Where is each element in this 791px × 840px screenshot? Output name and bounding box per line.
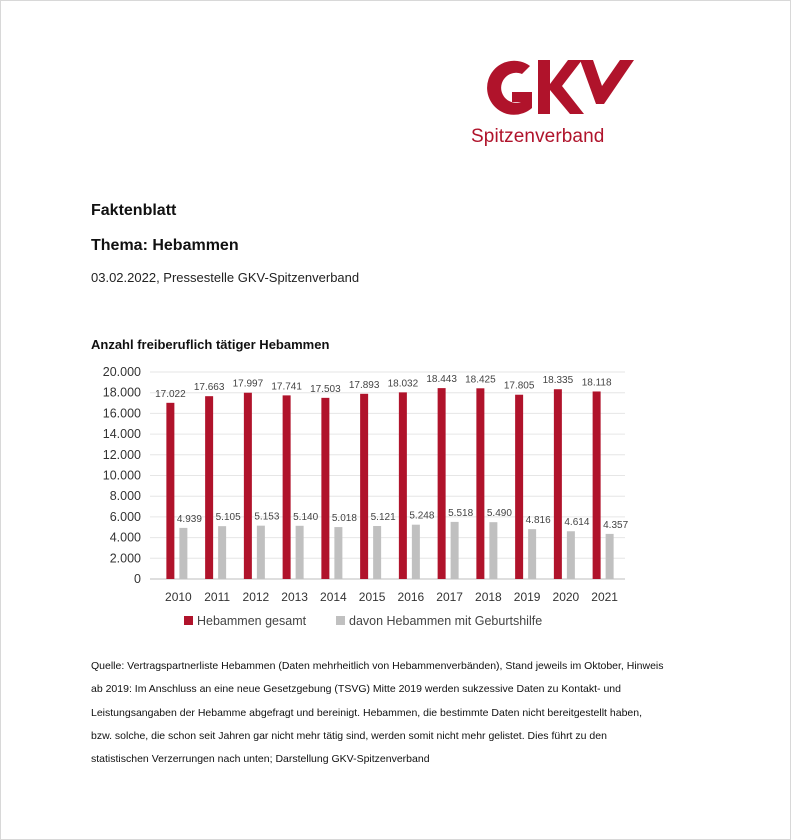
x-tick-label: 2021 — [591, 590, 618, 604]
data-label: 5.518 — [448, 507, 474, 519]
bar-birth — [528, 529, 536, 579]
y-tick-label: 12.000 — [102, 447, 141, 462]
x-tick-label: 2015 — [358, 590, 386, 604]
note-line: Leistungsangaben der Hebamme abgefragt und bereinigt. Hebammen, die bestimmte Daten nicht bereitgestellt haben, — [91, 706, 643, 719]
bar-birth — [257, 526, 265, 579]
data-label: 17.022 — [155, 388, 186, 400]
bar-birth — [451, 522, 459, 579]
x-tick-label: 2018 — [475, 590, 502, 604]
bar-total — [205, 396, 213, 579]
bar-total — [515, 395, 523, 579]
data-label: 17.997 — [232, 378, 264, 390]
data-label: 17.663 — [193, 382, 225, 394]
bar-birth — [373, 526, 381, 579]
note-line: Quelle: Vertragspartnerliste Hebammen (Daten mehrheitlich von Hebammenverbänden), Stand jeweils im Oktober, Hinweis — [91, 660, 664, 672]
bar-birth — [296, 526, 304, 579]
chart-title: Anzahl freiberuflich tätiger Hebammen — [91, 337, 330, 352]
note-line: statistischen Verzerrungen nach unten; Darstellung GKV-Spitzenverband — [91, 753, 430, 766]
data-label: 5.121 — [370, 511, 396, 523]
data-label: 18.118 — [581, 377, 612, 389]
bar-birth — [567, 531, 575, 579]
y-tick-label: 20.000 — [102, 365, 141, 379]
x-tick-label: 2012 — [242, 590, 270, 604]
y-tick-label: 0 — [134, 572, 141, 586]
x-tick-label: 2013 — [281, 590, 308, 604]
data-label: 17.805 — [503, 380, 535, 392]
bar-total — [166, 403, 174, 579]
data-label: 18.032 — [387, 378, 419, 390]
bar-birth — [606, 534, 614, 579]
dateline: 03.02.2022, Pressestelle GKV-Spitzenverband — [91, 270, 360, 285]
x-tick-label: 2014 — [320, 590, 347, 604]
bar-total — [244, 393, 252, 579]
bar-total — [399, 392, 407, 579]
doc-title: Faktenblatt — [91, 202, 177, 219]
bar-total — [283, 395, 291, 579]
data-label: 5.140 — [293, 511, 319, 523]
source-note — [91, 655, 711, 771]
data-label: 17.503 — [310, 383, 341, 395]
bar-total — [476, 388, 484, 579]
bar-birth — [489, 522, 497, 579]
logo-letter-v — [580, 60, 634, 104]
y-tick-label: 2.000 — [109, 551, 141, 566]
data-label: 17.741 — [271, 381, 302, 393]
logo-subtitle: Spitzenverband — [471, 126, 605, 147]
y-tick-label: 8.000 — [109, 489, 141, 504]
legend-label: Hebammen gesamt — [197, 614, 307, 628]
bar-birth — [218, 526, 226, 579]
bar-total — [321, 398, 329, 579]
y-tick-label: 14.000 — [102, 427, 141, 442]
data-label: 5.153 — [254, 511, 280, 523]
data-label: 4.939 — [176, 513, 202, 525]
x-tick-label: 2016 — [397, 590, 425, 604]
data-label: 17.893 — [348, 379, 380, 391]
x-tick-label: 2017 — [436, 590, 463, 604]
doc-subject: Thema: Hebammen — [91, 237, 239, 254]
y-tick-label: 10.000 — [102, 468, 141, 483]
data-label: 4.357 — [603, 519, 629, 531]
legend-label: davon Hebammen mit Geburtshilfe — [349, 614, 543, 628]
y-tick-label: 4.000 — [109, 530, 141, 545]
note-line: bzw. solche, die schon seit Jahren gar nicht mehr tätig sind, werden somit nicht mehr gelistet. Dies führt zu den — [91, 729, 607, 742]
note-line: ab 2019: Im Anschluss an eine neue Gesetzgebung (TSVG) Mitte 2019 werden sukzessive Daten zu Kontakt- und — [91, 683, 621, 696]
y-tick-label: 6.000 — [109, 509, 141, 524]
legend-swatch-birth — [336, 616, 345, 625]
bar-total — [438, 388, 446, 579]
data-label: 18.425 — [465, 374, 496, 386]
bar-chart — [80, 360, 640, 640]
logo-letter-k — [538, 60, 584, 114]
y-tick-label: 18.000 — [102, 385, 141, 400]
data-label: 18.335 — [542, 375, 574, 387]
data-label: 5.018 — [331, 513, 357, 525]
data-label: 5.248 — [409, 510, 435, 522]
x-tick-label: 2011 — [204, 590, 231, 604]
data-label: 5.490 — [486, 508, 512, 520]
x-tick-label: 2010 — [165, 590, 192, 604]
x-tick-label: 2020 — [552, 590, 580, 604]
x-tick-label: 2019 — [513, 590, 541, 604]
bar-birth — [334, 527, 342, 579]
logo-letter-g — [487, 61, 532, 115]
bar-total — [360, 394, 368, 579]
data-label: 4.816 — [525, 515, 551, 527]
data-label: 5.105 — [215, 512, 241, 524]
bar-total — [554, 389, 562, 579]
bar-total — [593, 391, 601, 579]
data-label: 4.614 — [564, 517, 590, 529]
legend-swatch-total — [184, 616, 193, 625]
y-tick-label: 16.000 — [102, 406, 141, 421]
bar-birth — [412, 525, 420, 579]
bar-birth — [179, 528, 187, 579]
data-label: 18.443 — [426, 374, 457, 386]
